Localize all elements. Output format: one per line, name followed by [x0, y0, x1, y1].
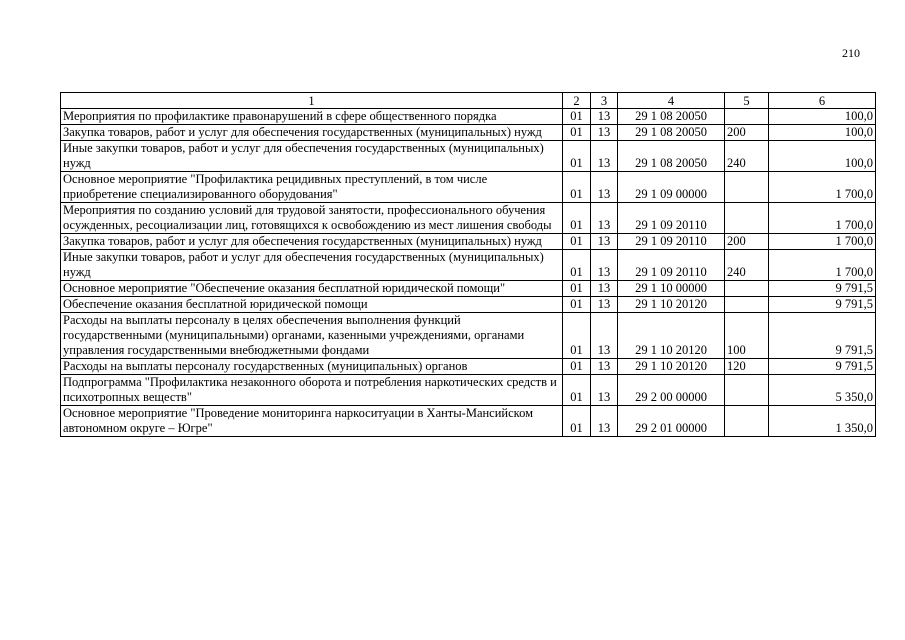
row-col3-cell: 13 — [591, 313, 618, 359]
row-col2-cell: 01 — [563, 375, 591, 406]
row-col3-cell: 13 — [591, 109, 618, 125]
table-row — [61, 125, 876, 141]
header-cell: 2 — [563, 93, 591, 109]
table-row — [61, 234, 876, 250]
row-col3-cell: 13 — [591, 406, 618, 437]
row-name-cell: Подпрограмма "Профилактика незаконного оборота и потребления наркотических средств и психотропных веществ" — [61, 375, 563, 406]
row-col5-cell: 200 — [725, 125, 769, 141]
row-code-cell: 29 1 09 20110 — [618, 203, 725, 234]
row-col5-cell: 120 — [725, 359, 769, 375]
row-col5-cell: 100 — [725, 313, 769, 359]
row-col3-cell: 13 — [591, 234, 618, 250]
row-name-cell: Основное мероприятие "Проведение мониторинга наркоситуации в Ханты-Мансийском автономном округе – Югре" — [61, 406, 563, 437]
row-col5-cell — [725, 172, 769, 203]
table-row — [61, 375, 876, 406]
row-code-cell: 29 1 08 20050 — [618, 109, 725, 125]
table-row — [61, 406, 876, 437]
row-col2-cell: 01 — [563, 297, 591, 313]
row-amount-cell: 9 791,5 — [769, 359, 876, 375]
row-code-cell: 29 1 08 20050 — [618, 141, 725, 172]
row-code-cell: 29 1 09 20110 — [618, 234, 725, 250]
row-amount-cell: 9 791,5 — [769, 313, 876, 359]
row-col2-cell: 01 — [563, 250, 591, 281]
row-amount-cell: 9 791,5 — [769, 281, 876, 297]
row-col2-cell: 01 — [563, 109, 591, 125]
table-row — [61, 313, 876, 359]
row-code-cell: 29 2 01 00000 — [618, 406, 725, 437]
row-code-cell: 29 1 10 00000 — [618, 281, 725, 297]
row-name-cell: Расходы на выплаты персоналу в целях обеспечения выполнения функций государственными (муниципальными) органами, казенными учреждениями, органами управления государственными внебюджетными фондами — [61, 313, 563, 359]
row-name-cell: Закупка товаров, работ и услуг для обеспечения государственных (муниципальных) нужд — [61, 125, 563, 141]
row-col2-cell: 01 — [563, 125, 591, 141]
row-col3-cell: 13 — [591, 203, 618, 234]
page-number: 210 — [842, 46, 860, 60]
row-name-cell: Обеспечение оказания бесплатной юридической помощи — [61, 297, 563, 313]
row-col5-cell: 240 — [725, 141, 769, 172]
row-code-cell: 29 1 09 20110 — [618, 250, 725, 281]
table-row — [61, 172, 876, 203]
row-name-cell: Расходы на выплаты персоналу государственных (муниципальных) органов — [61, 359, 563, 375]
table-row — [61, 359, 876, 375]
row-code-cell: 29 1 09 00000 — [618, 172, 725, 203]
row-amount-cell: 1 700,0 — [769, 234, 876, 250]
row-col5-cell — [725, 109, 769, 125]
row-col3-cell: 13 — [591, 281, 618, 297]
row-col2-cell: 01 — [563, 281, 591, 297]
row-col5-cell — [725, 406, 769, 437]
header-cell: 3 — [591, 93, 618, 109]
table-row — [61, 281, 876, 297]
row-col3-cell: 13 — [591, 250, 618, 281]
row-col2-cell: 01 — [563, 234, 591, 250]
row-col5-cell — [725, 297, 769, 313]
row-col3-cell: 13 — [591, 125, 618, 141]
row-name-cell: Закупка товаров, работ и услуг для обеспечения государственных (муниципальных) нужд — [61, 234, 563, 250]
row-col2-cell: 01 — [563, 203, 591, 234]
table-row — [61, 203, 876, 234]
row-col5-cell: 200 — [725, 234, 769, 250]
row-code-cell: 29 1 10 20120 — [618, 313, 725, 359]
row-amount-cell: 1 700,0 — [769, 203, 876, 234]
row-code-cell: 29 1 10 20120 — [618, 359, 725, 375]
row-amount-cell: 1 700,0 — [769, 172, 876, 203]
row-col2-cell: 01 — [563, 406, 591, 437]
row-name-cell: Мероприятия по созданию условий для трудовой занятости, профессионального обучения осужденных, ресоциализации лиц, готовящихся к освобождению из мест лишения свободы — [61, 203, 563, 234]
row-code-cell: 29 1 10 20120 — [618, 297, 725, 313]
row-col3-cell: 13 — [591, 141, 618, 172]
row-col3-cell: 13 — [591, 172, 618, 203]
row-name-cell: Иные закупки товаров, работ и услуг для обеспечения государственных (муниципальных) нужд — [61, 250, 563, 281]
header-cell: 5 — [725, 93, 769, 109]
row-col2-cell: 01 — [563, 141, 591, 172]
row-amount-cell: 9 791,5 — [769, 297, 876, 313]
row-name-cell: Основное мероприятие "Обеспечение оказания бесплатной юридической помощи" — [61, 281, 563, 297]
table-row — [61, 250, 876, 281]
row-col2-cell: 01 — [563, 172, 591, 203]
row-col2-cell: 01 — [563, 313, 591, 359]
row-amount-cell: 100,0 — [769, 109, 876, 125]
table-row — [61, 297, 876, 313]
row-col5-cell — [725, 281, 769, 297]
row-amount-cell: 5 350,0 — [769, 375, 876, 406]
row-amount-cell: 100,0 — [769, 125, 876, 141]
header-cell: 6 — [769, 93, 876, 109]
row-amount-cell: 100,0 — [769, 141, 876, 172]
row-col3-cell: 13 — [591, 297, 618, 313]
row-col2-cell: 01 — [563, 359, 591, 375]
row-col5-cell — [725, 203, 769, 234]
budget-table — [60, 92, 876, 437]
header-cell: 4 — [618, 93, 725, 109]
table-row — [61, 141, 876, 172]
header-cell: 1 — [61, 93, 563, 109]
row-col3-cell: 13 — [591, 359, 618, 375]
row-col5-cell: 240 — [725, 250, 769, 281]
row-col5-cell — [725, 375, 769, 406]
row-amount-cell: 1 350,0 — [769, 406, 876, 437]
header-row — [61, 93, 876, 109]
table-row — [61, 109, 876, 125]
row-col3-cell: 13 — [591, 375, 618, 406]
row-amount-cell: 1 700,0 — [769, 250, 876, 281]
row-code-cell: 29 2 00 00000 — [618, 375, 725, 406]
row-name-cell: Мероприятия по профилактике правонарушений в сфере общественного порядка — [61, 109, 563, 125]
row-name-cell: Иные закупки товаров, работ и услуг для обеспечения государственных (муниципальных) нужд — [61, 141, 563, 172]
row-code-cell: 29 1 08 20050 — [618, 125, 725, 141]
row-name-cell: Основное мероприятие "Профилактика рецидивных преступлений, в том числе приобретение специализированного оборудования" — [61, 172, 563, 203]
